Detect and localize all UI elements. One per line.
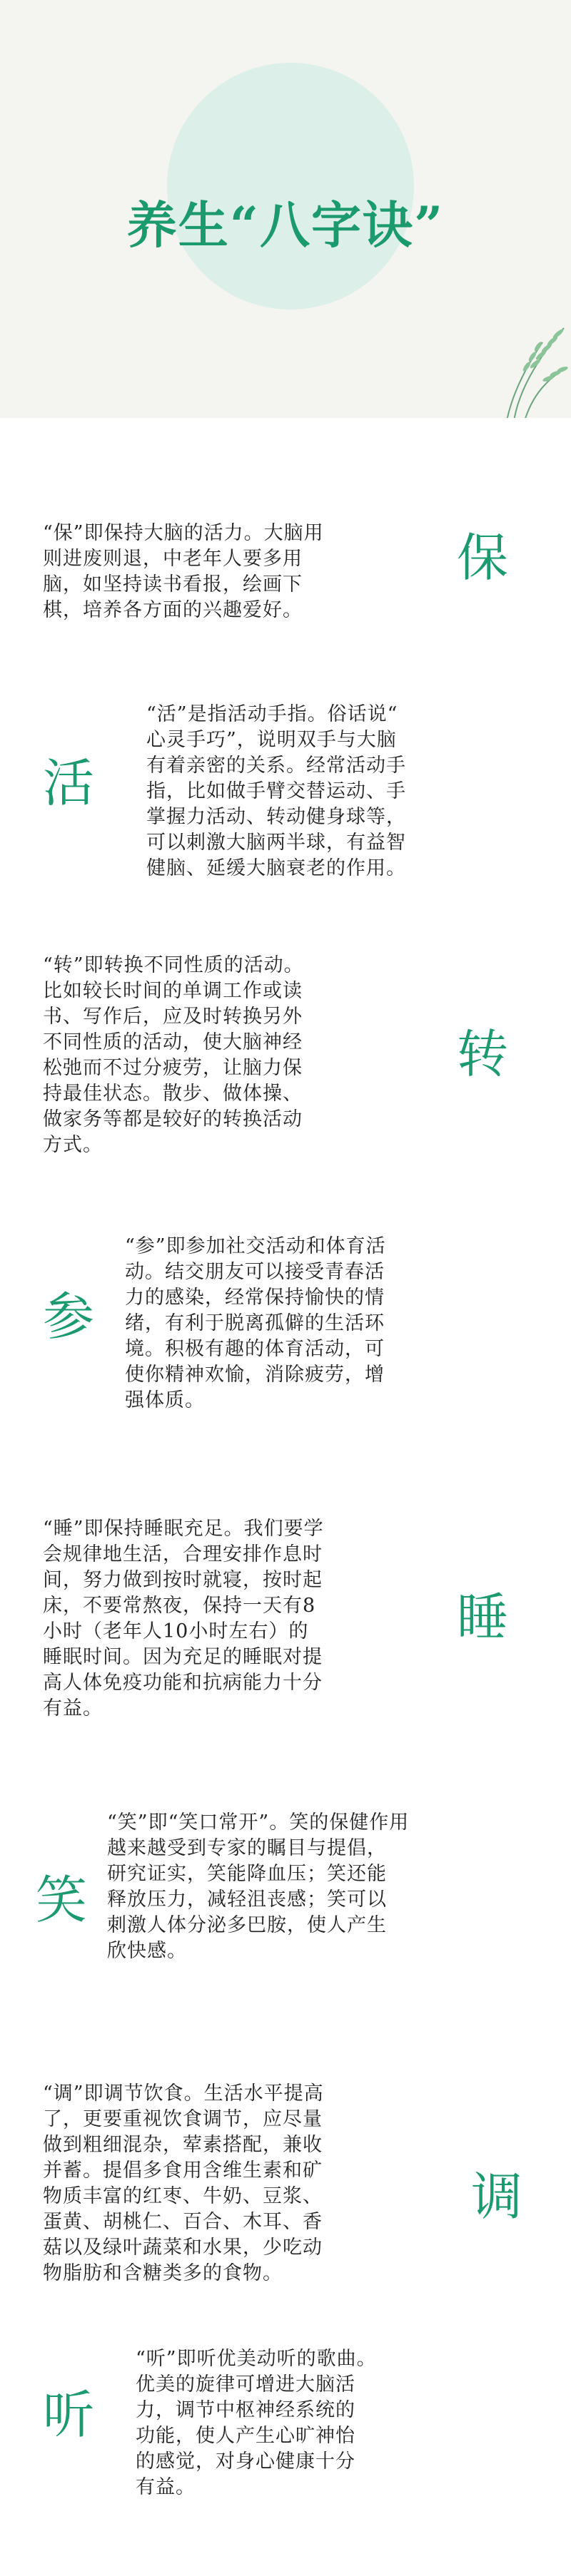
- section-bao-char: 保: [457, 528, 509, 588]
- section-zhuan-text: “转”即转换不同性质的活动。 比如较长时间的单调工作或读 书、写作后，应及时转换另外 不同性质的活动，使大脑神经 松弛而不过分疲劳，让脑力保 持最佳状态。散步、做体操、 做家务等都是较好的转换活动 方式。: [43, 954, 304, 1156]
- section-shui-char: 睡: [457, 1588, 509, 1647]
- section-huo-text: “活”是指活动手指。俗话说“ 心灵手巧”，说明双手与大脑 有着亲密的关系。经常活动手 指，比如做手臂交替运动、手 掌握力活动、转动健身球等， 可以刺激大脑两半球，有益智 健脑、延缓大脑衰老的作用。: [146, 703, 406, 879]
- section-xiao-char: 笑: [36, 1870, 88, 1930]
- section-zhuan-char: 转: [457, 1024, 509, 1084]
- page-title: 养生“八字诀”: [126, 195, 445, 255]
- section-huo-char: 活: [43, 753, 95, 813]
- section-xiao-text: “笑”即“笑口常开”。笑的保健作用 越来越受到专家的瞩目与提倡， 研究证实，笑能降血压；笑还能 释放压力，减轻沮丧感；笑可以 刺激人体分泌多巴胺，使人产生 欣快感。: [107, 1811, 410, 1962]
- header-banner: [0, 0, 571, 418]
- section-ting-char: 听: [43, 2385, 95, 2445]
- section-can-char: 参: [43, 1287, 95, 1346]
- grass-decoration-icon: [492, 300, 571, 418]
- section-tiao-char: 调: [471, 2167, 523, 2227]
- section-shui-text: “睡”即保持睡眠充足。我们要学 会规律地生活，合理安排作息时 间，努力做到按时就寝，按时起 床，不要常熬夜，保持一天有8 小时（老年人10小时左右）的 睡眠时间。因为充足的睡眠对提 高人体免疫功能和抗病能力十分 有益。: [43, 1518, 324, 1719]
- section-tiao-text: “调”即调节饮食。生活水平提高 了，更要重视饮食调节，应尽量 做到粗细混杂，荤素搭配，兼收 并蓄。提倡多食用含维生素和矿 物质丰富的红枣、牛奶、豆浆、 蛋黄、胡桃仁、百合、木耳、香 菇以及绿叶蔬菜和水果，少吃动 物脂肪和含糖类多的食物。: [43, 2082, 324, 2284]
- section-can-text: “参”即参加社交活动和体育活 动。结交朋友可以接受青春活 力的感染，经常保持愉快的情 绪，有利于脱离孤僻的生活环 境。积极有趣的体育活动，可 使你精神欢愉，消除疲劳，增 强体质。: [125, 1235, 386, 1411]
- section-bao-text: “保”即保持大脑的活力。大脑用 则进废则退，中老年人要多用 脑，如坚持读书看报，绘画下 棋，培养各方面的兴趣爱好。: [43, 522, 324, 621]
- section-ting-text: “听”即听优美动听的歌曲。 优美的旋律可增进大脑活 力，调节中枢神经系统的 功能，使人产生心旷神怡 的感觉，对身心健康十分 有益。: [136, 2348, 377, 2498]
